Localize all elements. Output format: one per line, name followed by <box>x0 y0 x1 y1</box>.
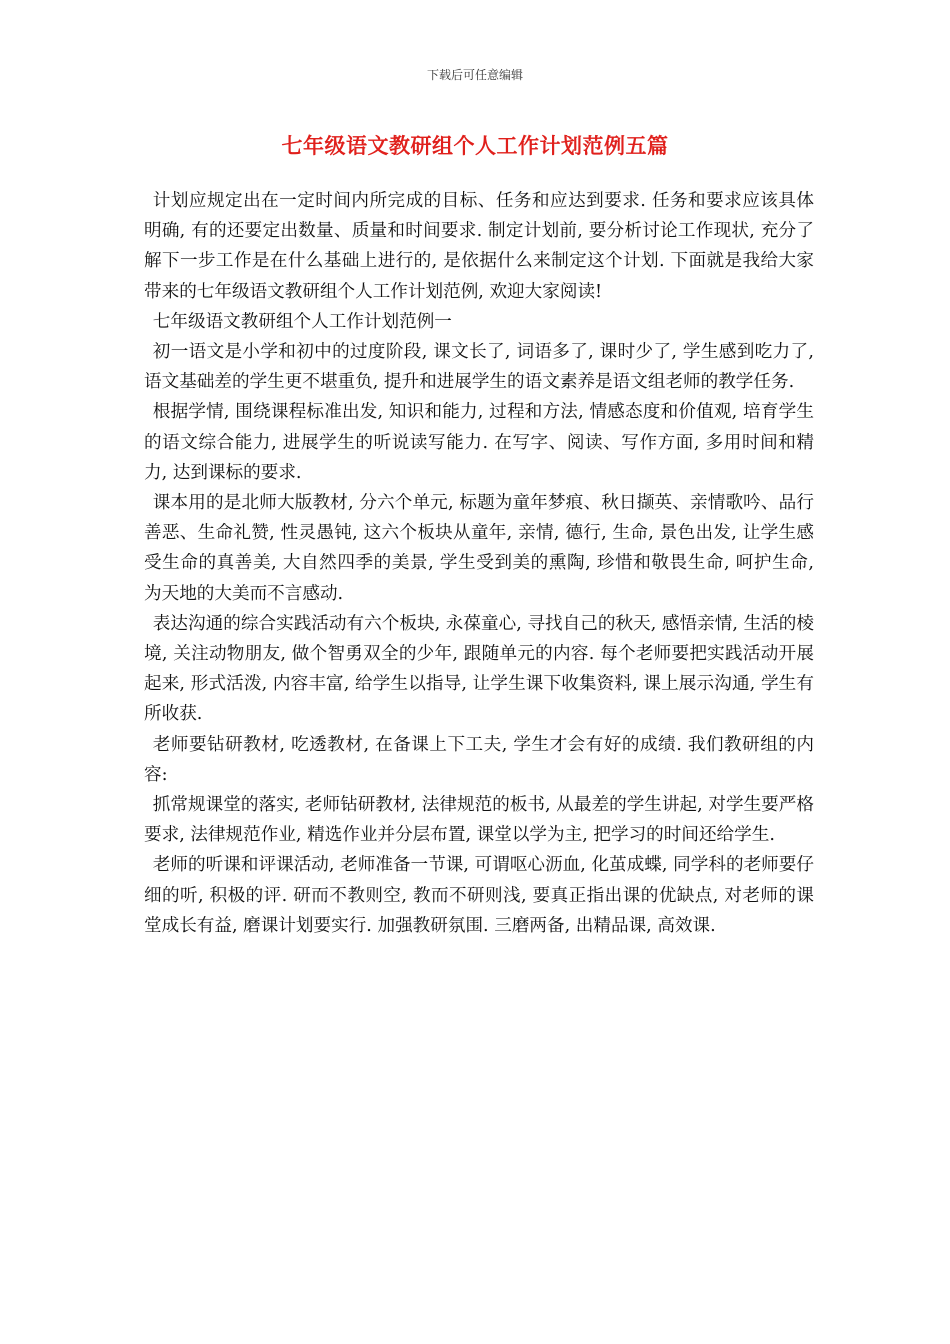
paragraph: 表达沟通的综合实践活动有六个板块, 永葆童心, 寻找自己的秋天, 感悟亲情, 生活的棱境, 关注动物朋友, 做个智勇双全的少年, 跟随单元的内容. 每个老师要把实践活动开展起来, 形式活泼, 内容丰富, 给学生以指导, 让学生课下收集资料, 课上展示沟通, 学生有所收获. <box>144 613 814 725</box>
paragraph: 抓常规课堂的落实, 老师钻研教材, 法律规范的板书, 从最差的学生讲起, 对学生要严格要求, 法律规范作业, 精选作业并分层布置, 课堂以学为主, 把学习的时间还给学生. <box>144 795 814 846</box>
paragraph-section-heading: 七年级语文教研组个人工作计划范例一 <box>152 311 452 332</box>
paragraph: 老师的听课和评课活动, 老师准备一节课, 可谓呕心沥血, 化茧成蝶, 同学科的老师要仔细的听, 积极的评. 研而不教则空, 教而不研则浅, 要真正指出课的优缺点, 对老师的课堂成长有益, 磨课计划要实行. 加强教研氛围. 三磨两备, 出精品课, 高效课. <box>144 855 814 936</box>
document-body <box>144 186 814 941</box>
paragraph: 课本用的是北师大版教材, 分六个单元, 标题为童年梦痕、秋日撷英、亲情歌吟、品行善恶、生命礼赞, 性灵愚钝, 这六个板块从童年, 亲情, 德行, 生命, 景色出发, 让学生感受生命的真善美, 大自然四季的美景, 学生受到美的熏陶, 珍惜和敬畏生命, 呵护生命, 为天地的大美而不言感动. <box>144 493 814 604</box>
paragraph: 初一语文是小学和初中的过度阶段, 课文长了, 词语多了, 课时少了, 学生感到吃力了, 语文基础差的学生更不堪重负, 提升和进展学生的语文素养是语文组老师的教学任务. <box>144 342 814 393</box>
paragraph: 老师要钻研教材, 吃透教材, 在备课上下工夫, 学生才会有好的成绩. 我们教研组的内容: <box>144 734 814 785</box>
header-note: 下载后可任意编辑 <box>426 68 523 82</box>
paragraph: 根据学情, 围绕课程标准出发, 知识和能力, 过程和方法, 情感态度和价值观, 培育学生的语文综合能力, 进展学生的听说读写能力. 在写字、阅读、写作方面, 多用时间和精力, 达到课标的要求. <box>144 402 814 483</box>
document-title: 七年级语文教研组个人工作计划范例五篇 <box>281 133 669 158</box>
paragraph-intro: 计划应规定出在一定时间内所完成的目标、任务和应达到要求. 任务和要求应该具体明确, 有的还要定出数量、质量和时间要求. 制定计划前, 要分析讨论工作现状, 充分了解下一步工作是在什么基础上进行的, 是依据什么来制定这个计划. 下面就是我给大家带来的七年级语文教研组个人工作计划范例, 欢迎大家阅读! <box>144 191 814 302</box>
